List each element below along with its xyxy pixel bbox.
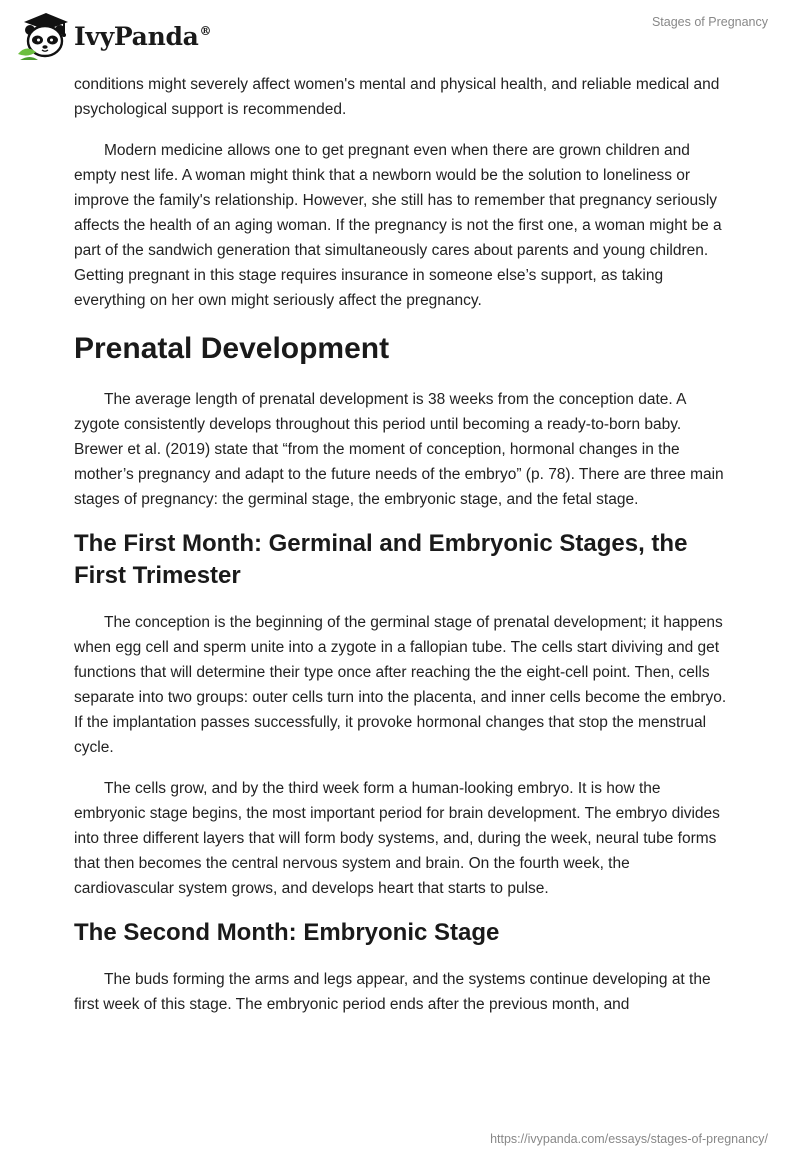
- paragraph: The cells grow, and by the third week form a human-looking embryo. It is how the embryonic stage begins, the most important period for brain development. The embryo divides into three different layers that will form body systems, and, during the week, neural tube forms that then becomes the central nervous system and brain. On the fourth week, the cardiovascular system grows, and develops heart that starts to pulse.: [74, 780, 720, 897]
- paragraph: Modern medicine allows one to get pregnant even when there are grown children and empty nest life. A woman might think that a newborn would be the solution to loneliness or improve the family's relationship. However, she still has to remember that pregnancy seriously affects the health of an aging woman. If the pregnancy is not the first one, a woman might be a part of the sandwich generation that simultaneously cares about parents and young children. Getting pregnant in this stage requires insurance in someone else’s support, as taking everything on her own might seriously affect the pregnancy.: [74, 142, 722, 309]
- paragraph: The buds forming the arms and legs appear, and the systems continue developing at the first week of this stage. The embryonic period ends after the previous month, and: [74, 971, 711, 1013]
- source-url[interactable]: https://ivypanda.com/essays/stages-of-pregnancy/: [490, 1132, 768, 1146]
- section-heading: Prenatal Development: [74, 332, 390, 365]
- panda-graduate-icon: [16, 10, 72, 62]
- paragraph: The conception is the beginning of the germinal stage of prenatal development; it happens when egg cell and sperm unite into a zygote in a fallopian tube. The cells start diviving and get functions that will determine their type once after reaching the the eight-cell point. Then, cells separate into two groups: outer cells turn into the placenta, and inner cells become the embryo. If the implantation passes successfully, it provoke hormonal changes that stop the menstrual cycle.: [74, 614, 727, 756]
- subsection-heading: The First Month: Germinal and Embryonic Stages, the First Trimester: [74, 530, 688, 589]
- document-title: Stages of Pregnancy: [651, 15, 768, 29]
- subsection-heading: The Second Month: Embryonic Stage: [74, 919, 500, 946]
- ivypanda-logo[interactable]: [16, 10, 211, 62]
- essay-body: [74, 72, 730, 1033]
- logo-wordmark: IvyPanda®: [74, 21, 212, 51]
- paragraph: The average length of prenatal development is 38 weeks from the conception date. A zygote consistently develops throughout this period until becoming a ready-to-born baby. Brewer et al. (2019) state that “from the moment of conception, hormonal changes in the mother’s pregnancy and adapt to the future needs of the embryo” (p. 78). There are three main stages of pregnancy: the germinal stage, the embryonic stage, and the fetal stage.: [74, 391, 724, 508]
- paragraph: conditions might severely affect women's mental and physical health, and reliable medical and psychological support is recommended.: [74, 76, 720, 118]
- page-header: [0, 0, 800, 70]
